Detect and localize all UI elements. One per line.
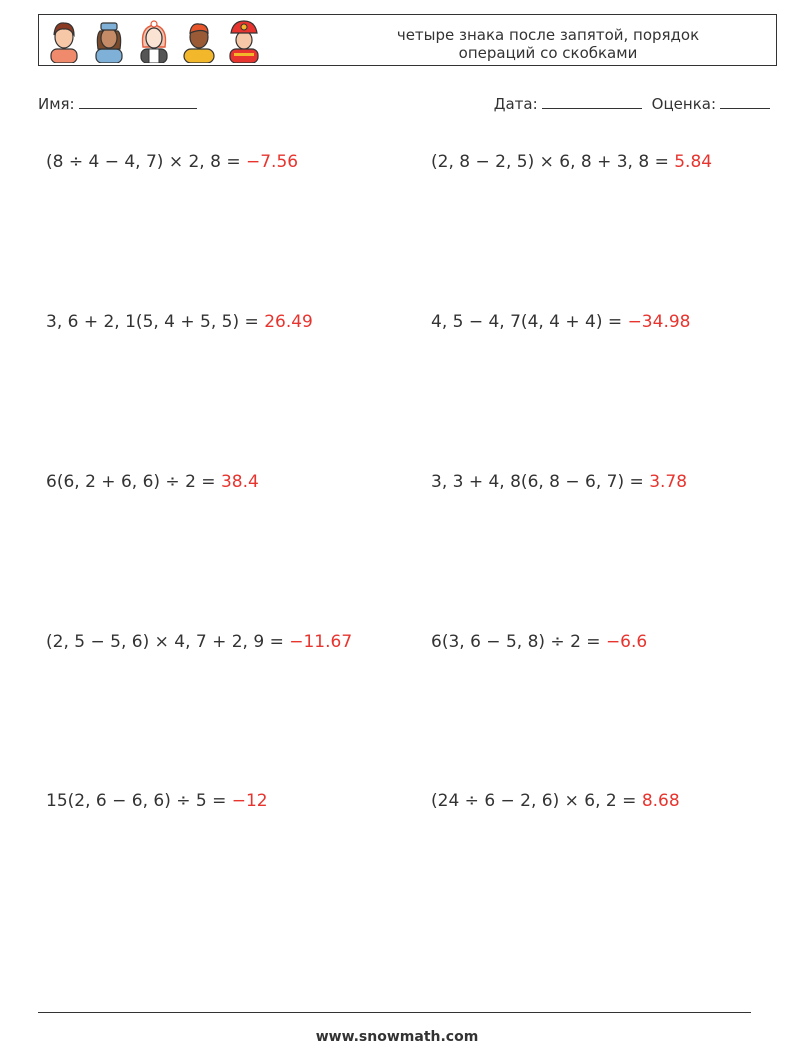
problem-answer: −34.98 bbox=[627, 312, 691, 332]
worksheet-header bbox=[38, 14, 777, 66]
date-blank-line[interactable] bbox=[542, 93, 642, 109]
footer-divider bbox=[38, 1012, 751, 1013]
name-blank-line[interactable] bbox=[79, 93, 197, 109]
problem-expression: 15(2, 6 − 6, 6) ÷ 5 = bbox=[46, 791, 227, 811]
name-field[interactable] bbox=[38, 93, 197, 113]
problem-5 bbox=[46, 472, 259, 492]
title-line-2: операций со скобками bbox=[458, 44, 638, 62]
problem-answer: −12 bbox=[231, 791, 268, 811]
footer-site-link[interactable]: www.snowmath.com bbox=[315, 1029, 479, 1045]
problem-answer: 3.78 bbox=[649, 472, 688, 492]
problem-expression: (2, 8 − 2, 5) × 6, 8 + 3, 8 = bbox=[431, 152, 669, 172]
problem-answer: −11.67 bbox=[289, 632, 353, 652]
problem-expression: 3, 6 + 2, 1(5, 4 + 5, 5) = bbox=[46, 312, 259, 332]
problem-expression: 6(6, 2 + 6, 6) ÷ 2 = bbox=[46, 472, 216, 492]
name-label: Имя: bbox=[38, 95, 75, 113]
avatar-row bbox=[45, 19, 263, 63]
date-field[interactable] bbox=[494, 93, 642, 113]
problem-2 bbox=[431, 152, 712, 172]
problem-answer: 38.4 bbox=[220, 472, 259, 492]
grade-label: Оценка: bbox=[651, 95, 716, 113]
man-avatar-icon bbox=[180, 19, 218, 63]
problem-expression: (24 ÷ 6 − 2, 6) × 6, 2 = bbox=[431, 791, 637, 811]
nurse-avatar-icon bbox=[90, 19, 128, 63]
boy-avatar-icon bbox=[45, 19, 83, 63]
problem-9 bbox=[46, 791, 268, 811]
firefighter-avatar-icon bbox=[225, 19, 263, 63]
problem-answer: 26.49 bbox=[264, 312, 313, 332]
problem-6 bbox=[431, 472, 687, 492]
problem-answer: 8.68 bbox=[641, 791, 680, 811]
date-grade-fields bbox=[494, 93, 770, 113]
date-label: Дата: bbox=[493, 95, 538, 113]
grade-field[interactable] bbox=[652, 93, 770, 113]
woman-avatar-icon bbox=[135, 19, 173, 63]
problem-expression: 6(3, 6 − 5, 8) ÷ 2 = bbox=[431, 632, 601, 652]
problem-answer: 5.84 bbox=[674, 152, 713, 172]
problem-1 bbox=[46, 152, 298, 172]
problem-expression: 3, 3 + 4, 8(6, 8 − 6, 7) = bbox=[431, 472, 644, 492]
worksheet-title bbox=[348, 26, 748, 62]
problem-expression: (8 ÷ 4 − 4, 7) × 2, 8 = bbox=[46, 152, 241, 172]
title-line-1: четыре знака после запятой, порядок bbox=[396, 26, 700, 44]
problem-3 bbox=[46, 312, 313, 332]
problem-8 bbox=[431, 632, 647, 652]
problem-expression: 4, 5 − 4, 7(4, 4 + 4) = bbox=[431, 312, 623, 332]
grade-blank-line[interactable] bbox=[720, 93, 770, 109]
problem-10 bbox=[431, 791, 680, 811]
problem-4 bbox=[431, 312, 690, 332]
problem-answer: −7.56 bbox=[246, 152, 299, 172]
problem-expression: (2, 5 − 5, 6) × 4, 7 + 2, 9 = bbox=[46, 632, 284, 652]
problem-answer: −6.6 bbox=[605, 632, 648, 652]
problem-7 bbox=[46, 632, 352, 652]
